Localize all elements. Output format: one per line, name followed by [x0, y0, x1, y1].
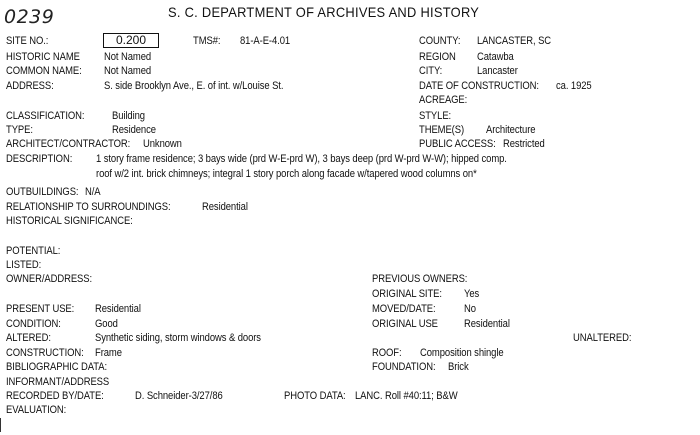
- recorded-by-label: RECORDED BY/DATE:: [6, 390, 104, 402]
- bibliographic-data-label: BIBLIOGRAPHIC DATA:: [6, 361, 108, 373]
- region-value: Catawba: [477, 51, 514, 63]
- style-label: STYLE:: [419, 110, 452, 122]
- county-label: COUNTY:: [419, 35, 461, 47]
- theme-value: Architecture: [486, 124, 536, 136]
- recorded-by-value: D. Schneider-3/27/86: [135, 390, 223, 402]
- original-use-value: Residential: [464, 318, 510, 330]
- historic-name-label: HISTORIC NAME: [6, 51, 80, 63]
- moved-date-label: MOVED/DATE:: [372, 303, 436, 315]
- original-site-label: ORIGINAL SITE:: [372, 288, 442, 300]
- city-value: Lancaster: [477, 65, 518, 77]
- condition-value: Good: [95, 318, 118, 330]
- altered-label: ALTERED:: [6, 332, 51, 344]
- present-use-label: PRESENT USE:: [6, 303, 75, 315]
- acreage-label: ACREAGE:: [419, 94, 468, 106]
- outbuildings-value: N/A: [85, 186, 101, 198]
- previous-owners-label: PREVIOUS OWNERS:: [372, 273, 468, 285]
- page-title: S. C. DEPARTMENT OF ARCHIVES AND HISTORY: [168, 4, 480, 20]
- condition-label: CONDITION:: [6, 318, 61, 330]
- common-name-value: Not Named: [104, 65, 152, 77]
- original-use-label: ORIGINAL USE: [372, 318, 438, 330]
- listed-label: LISTED:: [6, 259, 42, 271]
- historic-name-value: Not Named: [104, 51, 152, 63]
- description-line-2: roof w/2 int. brick chimneys; integral 1 story porch along facade w/tapered wood columns on*: [96, 168, 477, 180]
- roof-value: Composition shingle: [420, 347, 504, 359]
- public-access-value: Restricted: [503, 138, 545, 150]
- relationship-value: Residential: [202, 201, 248, 213]
- type-value: Residence: [112, 124, 156, 136]
- classification-label: CLASSIFICATION:: [6, 110, 85, 122]
- site-no-label: SITE NO.:: [6, 35, 49, 47]
- site-no-value: 0.200: [103, 33, 159, 48]
- owner-address-label: OWNER/ADDRESS:: [6, 273, 93, 285]
- address-label: ADDRESS:: [6, 80, 54, 92]
- scan-mark: [0, 418, 3, 432]
- description-line-1: 1 story frame residence; 3 bays wide (prd W-E-prd W), 3 bays deep (prd W-prd W-W); hipped comp.: [96, 153, 507, 165]
- original-site-value: Yes: [464, 288, 480, 300]
- present-use-value: Residential: [95, 303, 141, 315]
- historical-significance-label: HISTORICAL SIGNIFICANCE:: [6, 215, 133, 227]
- handwritten-number: 0239: [4, 6, 55, 28]
- tms-label: TMS#:: [193, 35, 221, 47]
- evaluation-label: EVALUATION:: [6, 404, 67, 416]
- public-access-label: PUBLIC ACCESS:: [419, 138, 496, 150]
- architect-value: Unknown: [143, 138, 182, 150]
- county-value: LANCASTER, SC: [477, 35, 552, 47]
- description-label: DESCRIPTION:: [6, 153, 73, 165]
- outbuildings-label: OUTBUILDINGS:: [6, 186, 79, 198]
- construction-label: CONSTRUCTION:: [6, 347, 84, 359]
- altered-value: Synthetic siding, storm windows & doors: [95, 332, 261, 344]
- architect-label: ARCHITECT/CONTRACTOR:: [6, 138, 131, 150]
- theme-label: THEME(S): [419, 124, 465, 136]
- informant-address-label: INFORMANT/ADDRESS: [6, 376, 110, 388]
- roof-label: ROOF:: [372, 347, 402, 359]
- city-label: CITY:: [419, 65, 443, 77]
- classification-value: Building: [112, 110, 145, 122]
- region-label: REGION: [419, 51, 456, 63]
- construction-value: Frame: [95, 347, 122, 359]
- tms-value: 81-A-E-4.01: [240, 35, 291, 47]
- unaltered-label: UNALTERED:: [573, 332, 632, 344]
- common-name-label: COMMON NAME:: [6, 65, 82, 77]
- moved-date-value: No: [464, 303, 476, 315]
- relationship-label: RELATIONSHIP TO SURROUNDINGS:: [6, 201, 171, 213]
- address-value: S. side Brooklyn Ave., E. of int. w/Louise St.: [104, 80, 284, 92]
- photo-data-label: PHOTO DATA:: [284, 390, 346, 402]
- date-of-construction-label: DATE OF CONSTRUCTION:: [419, 80, 539, 92]
- type-label: TYPE:: [6, 124, 33, 136]
- photo-data-value: LANC. Roll #40:11; B&W: [355, 390, 458, 402]
- potential-label: POTENTIAL:: [6, 245, 61, 257]
- foundation-label: FOUNDATION:: [372, 361, 436, 373]
- foundation-value: Brick: [448, 361, 469, 373]
- date-of-construction-value: ca. 1925: [556, 80, 592, 92]
